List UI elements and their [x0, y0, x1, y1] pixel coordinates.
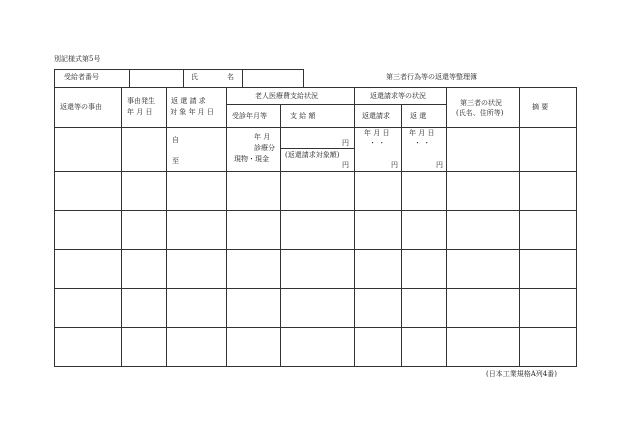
col-line-5	[354, 87, 355, 367]
recipient-number-label: 受給者番号	[64, 73, 99, 81]
col-line-3	[226, 87, 227, 367]
name-label-char-2: 名	[227, 73, 234, 81]
col-header-received-month: 受診年月等	[232, 112, 267, 120]
row-line-1	[54, 171, 577, 172]
return-yen-unit: 円	[436, 161, 443, 169]
recipient-number-field[interactable]	[130, 70, 182, 87]
col-header-return: 返 還	[410, 112, 427, 120]
claim-date-dots: ・ ・	[369, 139, 386, 147]
return-date-dots: ・ ・	[414, 139, 431, 147]
name-field[interactable]	[243, 70, 303, 87]
header-sep-2	[183, 69, 184, 88]
col-header-remarks: 摘 要	[532, 103, 549, 111]
name-label-char-1: 氏	[191, 73, 198, 81]
col-line-4	[280, 104, 281, 367]
col-header-claim-target-2: 対 象 年 月 日	[170, 108, 214, 116]
claim-target-yen-unit: 円	[342, 161, 349, 169]
subheader-line-elderly	[226, 104, 354, 105]
col-header-third-party-2: (氏名、住所等)	[456, 109, 504, 117]
col-line-7	[446, 87, 447, 367]
col-header-reason: 返還等の事由	[60, 103, 102, 111]
return-date-label: 年 月 日	[409, 129, 435, 137]
col-line-6	[401, 104, 402, 367]
form-title: 第三者行為等の返還等整理簿	[386, 73, 477, 81]
claim-yen-unit: 円	[391, 161, 398, 169]
col-header-incident-date-2: 年 月 日	[127, 108, 153, 116]
col-line-2	[166, 87, 167, 367]
payment-split-line	[280, 148, 354, 149]
table-bottom-line	[54, 366, 577, 367]
col-header-return-claim-status: 返還請求等の状況	[370, 92, 426, 100]
claim-date-label: 年 月 日	[364, 129, 390, 137]
col-header-third-party-1: 第三者の状況	[460, 99, 502, 107]
payment-yen-unit: 円	[342, 139, 349, 147]
header-left-line	[54, 69, 55, 88]
col-header-payment-amount: 支 給 額	[290, 112, 316, 120]
received-year-month: 年 月	[254, 133, 271, 141]
row-line-2	[54, 210, 577, 211]
col-line-0	[54, 87, 55, 367]
col-line-9	[576, 87, 577, 367]
table-top-line	[54, 87, 577, 88]
medical-portion-label: 診療分	[254, 144, 275, 152]
col-line-1	[121, 87, 122, 367]
form-label: 別記様式第5号	[54, 55, 101, 63]
paper-standard-note: (日本工業規格A列4番)	[486, 370, 557, 378]
subheader-line-return	[354, 104, 446, 105]
header-row-bottom-line	[54, 127, 577, 128]
col-header-elderly-medical: 老人医療費支給状況	[255, 92, 318, 100]
col-header-return-claim: 返還請求	[362, 112, 390, 120]
col-line-8	[519, 87, 520, 367]
col-header-incident-date-1: 事由発生	[127, 97, 155, 105]
goods-cash-label: 現物・現金	[234, 155, 269, 163]
header-sep-4	[303, 69, 304, 88]
row-line-5	[54, 327, 577, 328]
col-header-claim-target-1: 返 還 請 求	[171, 97, 206, 105]
claim-target-amount-label: (返還請求対象額)	[285, 151, 340, 159]
row-line-3	[54, 249, 577, 250]
period-to-label: 至	[172, 157, 179, 165]
period-from-label: 自	[172, 136, 179, 144]
row-line-4	[54, 288, 577, 289]
